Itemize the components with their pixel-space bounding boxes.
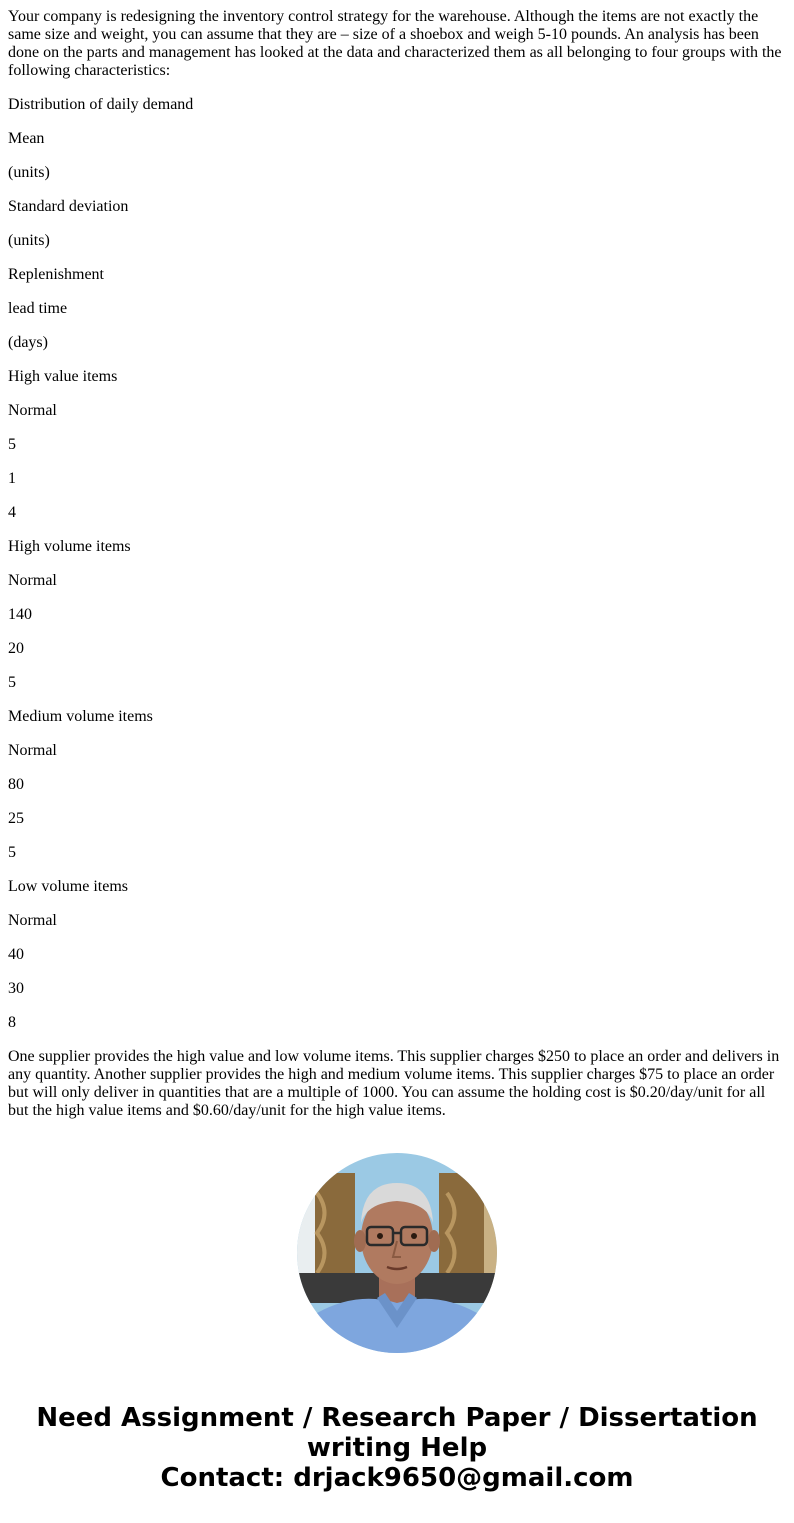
- table-cell-line: High volume items: [8, 538, 131, 555]
- table-cell-line: Normal: [8, 402, 57, 419]
- intro-paragraph: Your company is redesigning the inventory control strategy for the warehouse. Although the items are not exactly the same size and weight, you can assume that they are – size of a shoebox and weigh 5-10 pounds. An analysis has been done on the parts and management has looked at the data and characterized them as all belonging to four groups with the following characteristics:: [8, 8, 782, 79]
- table-cell-line: 80: [8, 776, 24, 793]
- table-cell-line: 5: [8, 844, 16, 861]
- table-cell-line: Normal: [8, 912, 57, 929]
- table-cell-line: Replenishment: [8, 266, 104, 283]
- table-cell-line: Mean: [8, 130, 45, 147]
- table-cell-line: 20: [8, 640, 24, 657]
- table-cell-line: High value items: [8, 368, 118, 385]
- table-cell-line: 1: [8, 470, 16, 487]
- promo-contact: Contact: drjack9650@gmail.com: [160, 1463, 634, 1493]
- table-cell-line: (units): [8, 232, 50, 249]
- promo-banner: [0, 1403, 794, 1493]
- table-cell-line: Low volume items: [8, 878, 128, 895]
- table-lines: [8, 96, 786, 1032]
- table-cell-line: Normal: [8, 742, 57, 759]
- table-cell-line: Medium volume items: [8, 708, 153, 725]
- table-cell-line: 4: [8, 504, 16, 521]
- portrait-image: [297, 1153, 497, 1353]
- table-cell-line: 5: [8, 436, 16, 453]
- closing-paragraph: One supplier provides the high value and low volume items. This supplier charges $250 to place an order and delivers in any quantity. Another supplier provides the high and medium volume items. This supplier charges $75 to place an order but will only deliver in quantities that are a multiple of 1000. You can assume the holding cost is $0.20/day/unit for all but the high value items and $0.60/day/unit for the high value items.: [8, 1048, 780, 1119]
- table-cell-line: lead time: [8, 300, 68, 317]
- table-cell-line: 140: [8, 606, 32, 623]
- promo-line-1: Need Assignment / Research Paper / Dissertation: [36, 1403, 758, 1433]
- table-cell-line: 5: [8, 674, 16, 691]
- table-cell-line: 8: [8, 1014, 16, 1031]
- table-cell-line: Normal: [8, 572, 57, 589]
- table-cell-line: (units): [8, 164, 50, 181]
- document-body: [8, 8, 786, 1136]
- author-photo: [297, 1153, 497, 1353]
- table-cell-line: 25: [8, 810, 24, 827]
- table-cell-line: 30: [8, 980, 24, 997]
- table-cell-line: Distribution of daily demand: [8, 96, 194, 113]
- table-cell-line: Standard deviation: [8, 198, 129, 215]
- table-cell-line: (days): [8, 334, 48, 351]
- table-cell-line: 40: [8, 946, 24, 963]
- promo-line-2: writing Help: [306, 1433, 488, 1463]
